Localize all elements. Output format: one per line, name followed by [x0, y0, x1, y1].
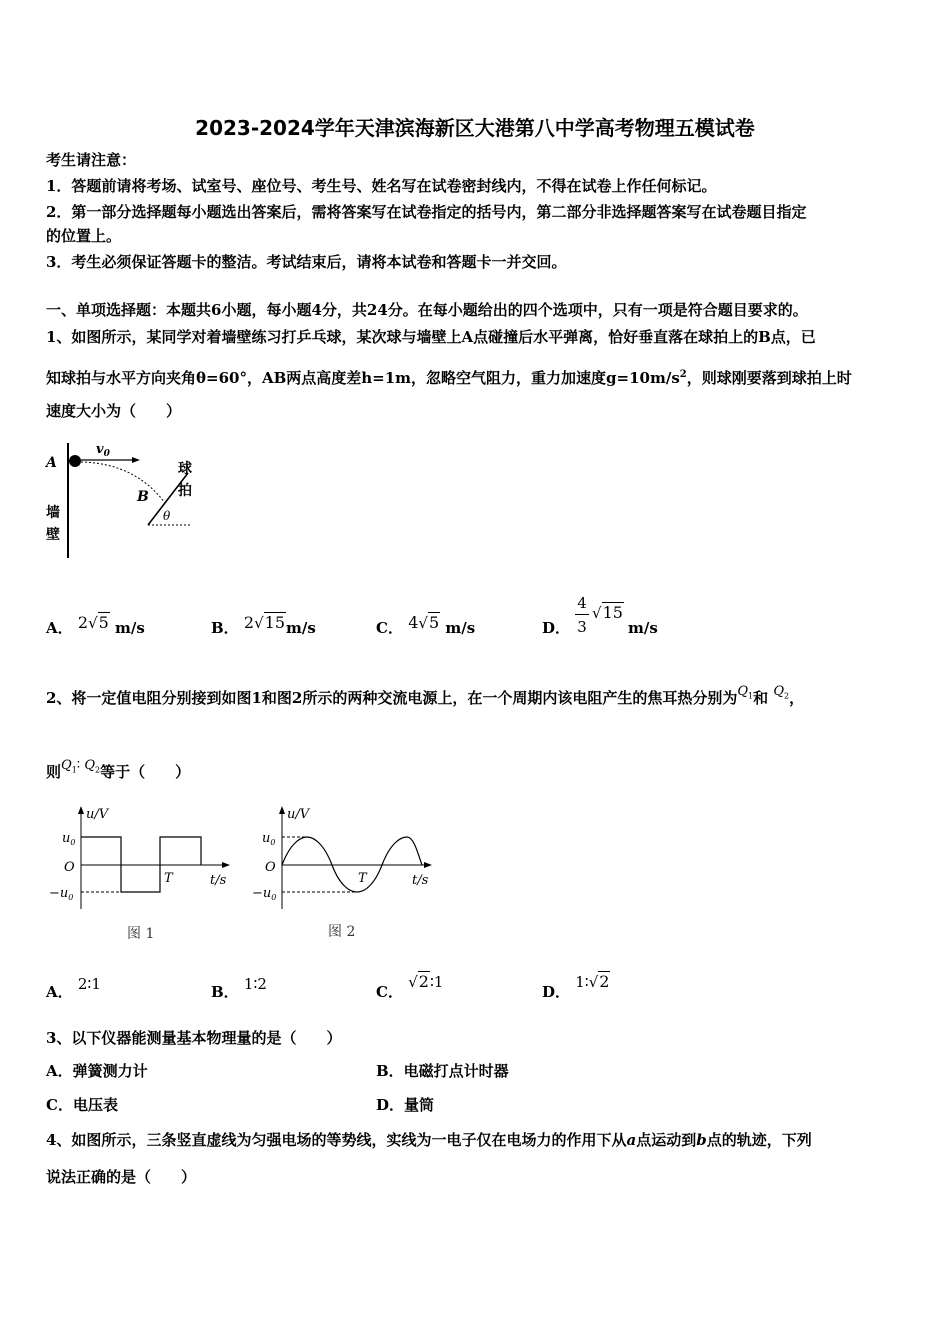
q2-option-d-letter: D．: [542, 983, 571, 1001]
q1-option-b-rad: 15: [264, 613, 286, 632]
q2-option-b-text: 1∶2: [243, 975, 267, 993]
q2-option-a-text: 2∶1: [77, 975, 101, 993]
fig1-t-label: T: [164, 871, 173, 886]
label-racket-1: 球: [178, 461, 192, 477]
q1-option-a[interactable]: [46, 613, 145, 638]
q2-option-d-rad: 2: [599, 972, 610, 991]
q2-ratio-q1: [61, 758, 100, 773]
q2-q1-sub: 1: [748, 691, 754, 701]
q1-option-d-unit: m/s: [628, 619, 658, 637]
q1-option-d-fraction-bar: [575, 614, 589, 615]
label-v0-main: v: [96, 442, 104, 457]
q2-line-1-text: 2、将一定值电阻分别接到如图1和图2所示的两种交流电源上，在一个周期内该电阻产生的焦耳热分别为: [46, 689, 738, 707]
q2-option-c-letter: C．: [376, 983, 403, 1001]
q2-line-1: [46, 684, 916, 715]
fig2-u0: [262, 831, 275, 847]
notice-heading: 考生请注意：: [46, 151, 137, 169]
q1-option-a-rad: 5: [98, 613, 109, 632]
q4-line-1b: 点运动到: [636, 1131, 697, 1149]
q1-option-d[interactable]: [542, 618, 570, 638]
velocity-arrowhead: [132, 457, 140, 463]
exam-title: 2023-2024学年天津滨海新区大港第八中学高考物理五模试卷: [195, 116, 755, 140]
q1-option-d-denominator: 3: [577, 618, 587, 636]
fig2-origin: O: [265, 860, 276, 875]
q2-ratio-q2-letter: Q: [84, 758, 95, 773]
q2-option-d-pre: 1∶: [575, 973, 589, 991]
q4-point-a: a: [626, 1131, 637, 1149]
fig2-u0-sub: 0: [270, 838, 276, 847]
q1-line-2b: ，则球刚要落到球拍上时: [686, 369, 852, 387]
label-v0: [96, 442, 111, 459]
q4-line-2: 说法正确的是（ ）: [46, 1168, 197, 1186]
q2-q2-letter: Q: [773, 684, 785, 699]
fig1-t-axis: t/s: [210, 873, 227, 888]
q2-q1-symbol: [737, 684, 753, 699]
q1-line-1: 1、如图所示，某同学对着墙壁练习打乒乓球，某次球与墙壁上A点碰撞后水平弹离，恰好垂直落在球拍上的B点，已: [46, 328, 816, 346]
q1-option-a-coef: 2: [77, 613, 89, 632]
q2-figure-2: [252, 804, 452, 949]
q1-line-3: 速度大小为（ ）: [46, 402, 182, 420]
q3-option-b[interactable]: B．电磁打点计时器: [376, 1062, 509, 1080]
label-wall-2: 壁: [46, 527, 60, 543]
q2-line-2b: 等于（ ）: [100, 763, 191, 781]
q2-option-d-sqrt: √2: [588, 972, 610, 991]
q1-option-c[interactable]: [376, 613, 476, 638]
q4-line-1: [46, 1130, 916, 1150]
fig1-u0: [62, 831, 75, 847]
fig1-y-arrow: [78, 806, 84, 814]
section-heading: 一、单项选择题：本题共6小题，每小题4分，共24分。在每小题给出的四个选项中，只有一项是符合题目要求的。: [46, 301, 808, 319]
q2-q2-symbol: [773, 684, 789, 699]
q3-option-d[interactable]: D．量筒: [376, 1096, 435, 1114]
q1-option-c-letter: C．: [376, 619, 403, 637]
q1-option-b-coef: 2: [243, 613, 255, 632]
q2-option-c[interactable]: [376, 972, 444, 1002]
q1-option-c-coef: 4: [408, 613, 419, 632]
fig2-neg-sub: 0: [271, 893, 277, 902]
trajectory: [81, 462, 165, 503]
q1-option-c-sqrt: √5: [418, 613, 440, 632]
notice-item-1: 1．答题前请将考场、试室号、座位号、考生号、姓名写在试卷密封线内，不得在试卷上作任何标记。: [46, 177, 717, 195]
q1-option-b-unit: m/s: [286, 619, 316, 637]
q4-line-1c: 点的轨迹，下列: [706, 1131, 812, 1149]
q1-option-a-letter: A．: [46, 619, 73, 637]
fig2-y-arrow: [279, 806, 285, 814]
fig1-u0-sub: 0: [70, 838, 76, 847]
fig2-ylabel: u/V: [287, 807, 310, 822]
q1-option-a-sqrt: √5: [88, 613, 109, 632]
q2-ratio-q1-letter: Q: [61, 758, 72, 773]
fig1-neg-u0: [49, 886, 73, 902]
q2-option-c-rest: ∶1: [429, 973, 444, 991]
q3-option-c[interactable]: C．电压表: [46, 1096, 118, 1114]
q2-option-b-letter: B．: [211, 983, 239, 1001]
notice-item-3: 3．考生必须保证答题卡的整洁。考试结束后，请将本试卷和答题卡一并交回。: [46, 253, 567, 271]
q2-q2-sub: 2: [784, 691, 790, 701]
q1-option-d-sqrt: √15: [592, 603, 623, 622]
q2-option-d[interactable]: [542, 972, 610, 1002]
ball: [69, 455, 81, 467]
q1-option-c-unit: m/s: [445, 619, 476, 637]
q1-line-2-sup: 2: [679, 369, 687, 380]
q4-point-b: b: [696, 1131, 707, 1149]
q2-option-b[interactable]: [211, 975, 267, 1002]
q2-line-2: [46, 758, 906, 789]
fig1-u0-main: u: [62, 831, 71, 846]
q2-q1-letter: Q: [737, 684, 748, 699]
notice-item-2-cont: 的位置上。: [46, 227, 122, 245]
q3-stem: 3、以下仪器能测量基本物理量的是（ ）: [46, 1029, 342, 1047]
q2-option-a-letter: A．: [46, 983, 73, 1001]
q2-and: 和: [753, 689, 769, 707]
q2-ratio-q2-sub: 2: [94, 765, 101, 775]
q2-ratio-q1-sub: 1: [71, 765, 77, 775]
fig2-t-label: T: [358, 871, 367, 886]
fig2-caption: 图 2: [328, 924, 356, 940]
q1-line-2: [46, 365, 906, 388]
fig2-t-axis: t/s: [412, 873, 429, 888]
label-theta: θ: [163, 509, 171, 523]
fig2-neg-main: −u: [252, 886, 272, 901]
fig1-ylabel: u/V: [86, 807, 109, 822]
q2-ratio-colon: ∶: [76, 758, 81, 773]
q1-option-b-sqrt: √15: [254, 613, 286, 632]
fig1-origin: O: [64, 860, 75, 875]
label-b: B: [137, 489, 149, 505]
fig1-caption: 图 1: [127, 926, 155, 942]
q1-option-c-rad: 5: [428, 613, 440, 632]
q2-comma: ，: [789, 689, 805, 707]
fig2-x-arrow: [424, 862, 432, 868]
fig1-neg-main: −u: [49, 886, 69, 901]
q1-option-d-rad: 15: [602, 603, 623, 622]
q1-option-d-letter: D．: [542, 619, 571, 637]
notice-item-2: 2．第一部分选择题每小题选出答案后，需将答案写在试卷指定的括号内，第二部分非选择题答案写在试卷题目指定: [46, 203, 807, 221]
q4-line-1a: 4、如图所示，三条竖直虚线为匀强电场的等势线，实线为一电子仅在电场力的作用下从: [46, 1131, 627, 1149]
q2-option-a[interactable]: [46, 975, 101, 1002]
label-wall-1: 墙: [46, 505, 60, 521]
q3-option-a[interactable]: A．弹簧测力计: [46, 1062, 148, 1080]
label-racket-2: 拍: [178, 483, 192, 499]
q2-option-c-sqrt: √2: [408, 972, 429, 991]
q2-figure-1: [44, 804, 244, 949]
q1-option-a-unit: m/s: [115, 619, 145, 637]
q1-figure: [40, 433, 220, 563]
fig1-neg-sub: 0: [68, 893, 74, 902]
fig2-neg-u0: [252, 886, 276, 902]
q1-option-d-numerator: 4: [577, 594, 587, 612]
q2-option-c-rad: 2: [418, 972, 429, 991]
label-a: A: [46, 455, 57, 471]
q1-line-2a: 知球拍与水平方向夹角θ=60°，AB两点高度差h=1m，忽略空气阻力，重力加速度g=10m/s: [46, 369, 680, 387]
fig1-x-arrow: [222, 862, 230, 868]
label-v0-sub: 0: [103, 449, 110, 459]
q2-line-2a: 则: [46, 763, 62, 781]
q1-option-b[interactable]: [211, 613, 316, 638]
q1-option-b-letter: B．: [211, 619, 239, 637]
fig2-u0-main: u: [262, 831, 271, 846]
